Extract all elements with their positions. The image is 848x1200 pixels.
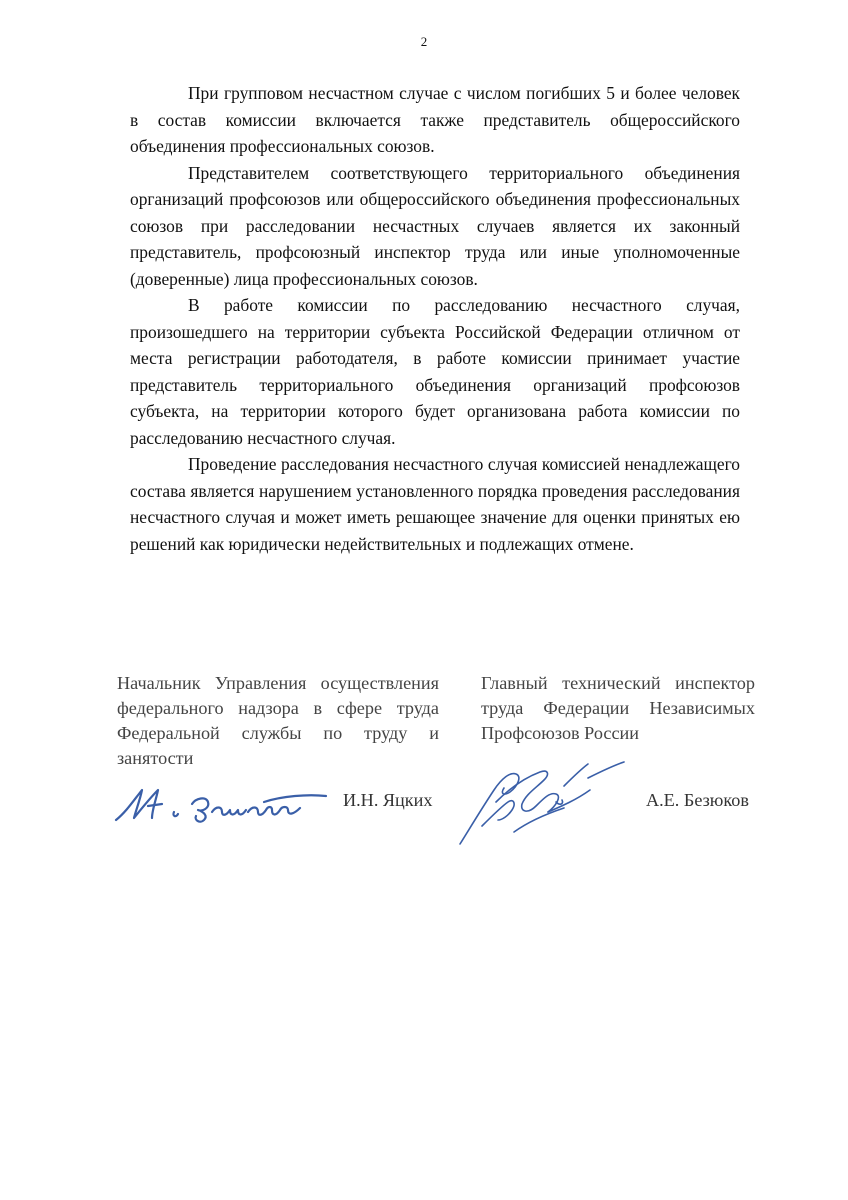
signatory-right-title: Главный технический инспектор труда Федерации Независимых Профсоюзов России [481, 673, 755, 743]
signature-right-image [452, 742, 632, 852]
document-body [130, 80, 740, 557]
signature-left-image [112, 782, 332, 826]
signatory-right-name: А.Е. Безюков [646, 790, 749, 810]
signatory-left-name: И.Н. Яцких [343, 790, 433, 810]
signatory-left-block [117, 671, 439, 771]
paragraph-group-accident: При групповом несчастном случае с числом погибших 5 и более человек в состав комиссии включается также представитель общероссийского объединения профессиональных союзов. [130, 83, 740, 156]
signatory-left-title: Начальник Управления осуществления федерального надзора в сфере труда Федеральной службы по труду и занятости [117, 673, 439, 768]
signatory-right-block [481, 671, 755, 746]
page-number: 2 [420, 34, 428, 49]
paragraph-commission-territory: В работе комиссии по расследованию несчастного случая, произошедшего на территории субъекта Российской Федерации отличном от места регистрации работодателя, в работе комиссии принимает участие представитель территориального объединения организаций профсоюзов субъекта, на территории которого будет организована работа комиссии по расследованию несчастного случая. [130, 295, 740, 448]
paragraph-union-representative: Представителем соответствующего территориального объединения организаций профсоюзов или общероссийского объединения профессиональных союзов при расследовании несчастных случаев является их законный представитель, профсоюзный инспектор труда или иные уполномоченные (доверенные) лица профессиональных союзов. [130, 162, 740, 289]
paragraph-improper-composition: Проведение расследования несчастного случая комиссией ненадлежащего состава является нарушением установленного порядка проведения расследования несчастного случая и может иметь решающее значение для оценки принятых ею решений как юридически недействительных и подлежащих отмене. [130, 454, 740, 554]
